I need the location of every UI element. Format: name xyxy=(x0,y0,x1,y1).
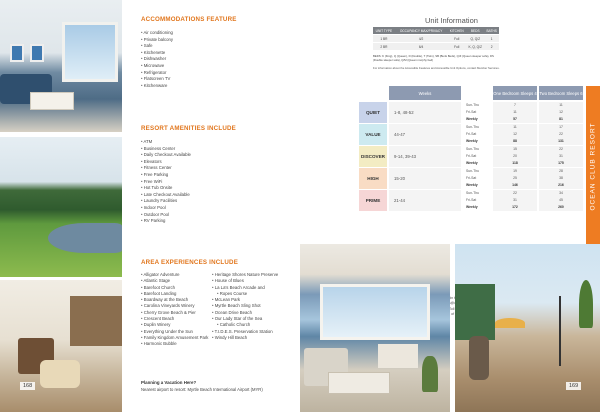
list-item: • Indoor Pool xyxy=(141,205,191,212)
list-item: • ATM xyxy=(141,139,191,146)
list-item: • Atlantic Stage xyxy=(141,278,208,284)
list-item: • Late Checkout Available xyxy=(141,192,191,199)
experiences-list-1 xyxy=(141,272,208,348)
rate-row xyxy=(359,124,586,145)
list-item: • Everything Under the Sun xyxy=(141,329,208,335)
golf-course-photo xyxy=(0,137,122,277)
list-item: • Cherry Grove Beach & Pier xyxy=(141,310,208,316)
rate-row xyxy=(359,168,586,189)
list-item: • La La's Beach Arcade and xyxy=(212,285,278,291)
list-item: • RV Parking xyxy=(141,218,191,225)
page-number-left: 168 xyxy=(20,382,35,390)
list-item: • Alligator Adventure xyxy=(141,272,208,278)
list-item: • Carolina Vineyards Winery xyxy=(141,303,208,309)
list-item: • Windy Hill Beach xyxy=(212,335,278,341)
column-header: OCCUPANCY MAX/PRIVACY xyxy=(395,27,447,35)
list-item: • Laundry Facilities xyxy=(141,198,191,205)
season-weeks: 21-44 xyxy=(389,190,461,211)
two-bedroom-points: 28 38 216 xyxy=(539,168,583,189)
list-item: • Our Lady Star of the Sea xyxy=(212,316,278,322)
list-item: • Ocean Drive Beach xyxy=(212,310,278,316)
list-item: • Dishwasher xyxy=(141,56,173,63)
two-bedroom-header: Two Bedroom Sleeps 6 xyxy=(539,86,583,100)
day-types: Sun-Thu Fri-Sat Weekly xyxy=(466,147,480,165)
table-row: 2 BR 6/4 Full K, Q, Q/Z 2 xyxy=(373,43,499,51)
one-bedroom-points: 11 12 88 xyxy=(493,124,537,145)
one-bedroom-points: 19 25 146 xyxy=(493,168,537,189)
list-item: • Daily Checkout Available xyxy=(141,152,191,159)
list-item: • Family Kingdom Amusement Park xyxy=(141,335,208,341)
list-item: • Kitchenette xyxy=(141,50,173,57)
one-bedroom-points: 22 31 172 xyxy=(493,190,537,211)
season-weeks: 9-14, 39-43 xyxy=(389,146,461,167)
living-room-photo xyxy=(0,0,122,132)
unit-notes: BEDS: K (King), Q (Queen), D (Double), T (Twin), SB (Bunk Beds), Q/Z (Queen sleeper sofa), DS (Double sleeper sofa), Q/M (Queen murphy bed) xyxy=(373,54,494,62)
day-types: Sun-Thu Fri-Sat Weekly xyxy=(466,191,480,209)
unit-info-table xyxy=(373,27,499,50)
accommodations-list xyxy=(141,30,173,89)
amenities-heading: RESORT AMENITIES INCLUDE xyxy=(141,125,236,132)
list-item: • Harmonic Bubble xyxy=(141,341,208,347)
rate-row xyxy=(359,190,586,211)
column-header: KITCHEN xyxy=(447,27,466,35)
reservation-info: (Toll of xyxy=(447,306,455,317)
list-item: • Elevators xyxy=(141,159,191,166)
season-name: DISCOVER xyxy=(359,146,387,167)
planning-text: Nearest airport to resort: Myrtle Beach International Airport (MYR) xyxy=(141,387,263,392)
list-item: • Catholic Church xyxy=(212,322,278,328)
experiences-list-2 xyxy=(212,272,278,341)
ocean-view-room-photo xyxy=(300,244,450,412)
list-item: • Duplin Winery xyxy=(141,322,208,328)
day-types: Sun-Thu Fri-Sat Weekly xyxy=(466,103,480,121)
two-bedroom-points: 22 31 175 xyxy=(539,146,583,167)
list-item: • Kitchenware xyxy=(141,83,173,90)
list-item: • Fitness Center xyxy=(141,165,191,172)
list-item: • McLean Park xyxy=(212,297,278,303)
day-types: Sun-Thu Fri-Sat Weekly xyxy=(466,169,480,187)
two-bedroom-points: 34 45 260 xyxy=(539,190,583,211)
page-number-right: 169 xyxy=(566,382,581,390)
day-types: Sun-Thu Fri-Sat Weekly xyxy=(466,125,480,143)
list-item: • Flatscreen TV xyxy=(141,76,173,83)
list-item: • Private balcony xyxy=(141,37,173,44)
list-item: • Barefoot Landing xyxy=(141,291,208,297)
season-weeks: 44-47 xyxy=(389,124,461,145)
unit-info-title: Unit Information xyxy=(425,16,478,25)
list-item: • Hot Tub Onsite xyxy=(141,185,191,192)
season-name: VALUE xyxy=(359,124,387,145)
list-item: • Refrigerator xyxy=(141,70,173,77)
column-header: UNIT TYPE xyxy=(373,27,395,35)
one-bedroom-header: One Bedroom Sleeps 4 xyxy=(493,86,537,100)
list-item: • Air conditioning xyxy=(141,30,173,37)
list-item: • Myrtle Beach Sling Shot xyxy=(212,303,278,309)
season-weeks: 15-20 xyxy=(389,168,461,189)
weeks-header: Weeks xyxy=(389,86,461,100)
experiences-heading: AREA EXPERIENCES INCLUDE xyxy=(141,259,239,266)
list-item: • Ropes Course xyxy=(212,291,278,297)
list-item: • Safe xyxy=(141,43,173,50)
list-item: • House of Blues xyxy=(212,278,278,284)
table-row: 1 BR 4/2 Full Q, Q/Z 1 xyxy=(373,35,499,43)
two-bedroom-points: 17 22 131 xyxy=(539,124,583,145)
list-item: • Crescent Beach xyxy=(141,316,208,322)
list-item: • Free WiFi xyxy=(141,179,191,186)
rate-row xyxy=(359,146,586,167)
amenities-list xyxy=(141,139,191,225)
list-item: • Business Center xyxy=(141,146,191,153)
one-bedroom-points: 7 11 57 xyxy=(493,102,537,123)
list-item: • Barefoot Church xyxy=(141,285,208,291)
column-header: BATHS xyxy=(484,27,499,35)
one-bedroom-points: 15 20 118 xyxy=(493,146,537,167)
ribbon-label: OCEAN CLUB RESORT xyxy=(589,121,597,211)
season-name: QUIET xyxy=(359,102,387,123)
list-item: • Outdoor Pool xyxy=(141,212,191,219)
two-bedroom-points: 11 12 81 xyxy=(539,102,583,123)
column-header: BEDS xyxy=(466,27,484,35)
dining-room-photo xyxy=(0,280,122,412)
season-name: PRIME xyxy=(359,190,387,211)
list-item: • T.I.D.E.S. Preservation Station xyxy=(212,329,278,335)
accommodations-heading: ACCOMMODATIONS FEATURE xyxy=(141,16,237,23)
rate-row xyxy=(359,102,586,123)
season-weeks: 1-8, 48-52 xyxy=(389,102,461,123)
planning-heading: Planning a Vacation Here? xyxy=(141,380,197,385)
season-name: HIGH xyxy=(359,168,387,189)
unit-accessibility-note: For information about the Accessible Features and Accessible Unit Options, contact Member Services. xyxy=(373,66,500,70)
list-item: • Heritage Shores Nature Preserve xyxy=(212,272,278,278)
list-item: • Microwave xyxy=(141,63,173,70)
list-item: • Boardway at the Beach xyxy=(141,297,208,303)
list-item: • Free Parking xyxy=(141,172,191,179)
